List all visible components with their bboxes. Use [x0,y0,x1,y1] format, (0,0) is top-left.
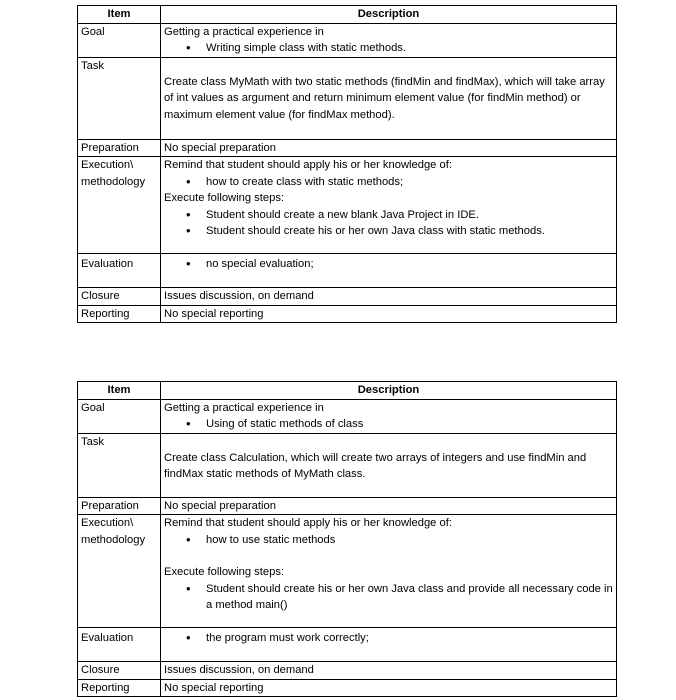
preparation-row [78,497,617,515]
preparation-text: No special preparation [161,139,617,157]
execution-intro: Remind that student should apply his or her knowledge of: [164,159,452,171]
description-header: Description [161,382,617,400]
lab-table-1 [77,5,617,323]
closure-text: Issues discussion, on demand [161,662,617,680]
task-description [161,433,617,497]
task-row [78,57,617,139]
execution-description [161,515,617,628]
goal-description [161,23,617,57]
execution-row [78,515,617,628]
execution-intro: Remind that student should apply his or her knowledge of: [164,517,452,529]
goal-row [78,399,617,433]
task-description [161,57,617,139]
evaluation-description [161,254,617,288]
evaluation-bullet: • no special evaluation; [184,256,613,273]
execution-step: • Student should create his or her own Java class and provide all necessary code in a method main() [184,581,613,614]
evaluation-description [161,628,617,662]
evaluation-bullet: • the program must work correctly; [184,630,613,647]
closure-row [78,288,617,306]
execution-bullet: • how to use static methods [184,532,613,549]
reporting-label: Reporting [78,679,161,697]
execution-step: • Student should create a new blank Java Project in IDE. [184,207,613,224]
item-header: Item [78,382,161,400]
execution-steps-title: Execute following steps: [164,566,285,578]
reporting-text: No special reporting [161,679,617,697]
goal-description [161,399,617,433]
execution-description [161,157,617,254]
reporting-label: Reporting [78,305,161,323]
execution-label-line1: Execution\ [81,159,134,171]
task-text: Create class Calculation, which will create two arrays of integers and use findMin and findMax static methods of MyMath class. [164,451,587,480]
goal-text: Getting a practical experience in [164,25,324,38]
task-label: Task [78,433,161,497]
preparation-text: No special preparation [161,497,617,515]
closure-row [78,662,617,680]
closure-label: Closure [78,288,161,306]
goal-bullet: • Writing simple class with static methods. [184,40,613,57]
execution-label [78,157,161,254]
closure-label: Closure [78,662,161,680]
reporting-row [78,305,617,323]
execution-label-line2: methodology [81,175,146,188]
execution-steps-title: Execute following steps: [164,192,285,204]
execution-label-line1: Execution\ [81,517,134,529]
header-row [78,382,617,400]
reporting-row [78,679,617,697]
execution-label-line2: methodology [81,533,146,546]
execution-row [78,157,617,254]
evaluation-row [78,628,617,662]
preparation-row [78,139,617,157]
task-row [78,433,617,497]
preparation-label: Preparation [78,497,161,515]
goal-row [78,23,617,57]
header-row [78,6,617,24]
evaluation-label: Evaluation [78,628,161,662]
closure-text: Issues discussion, on demand [161,288,617,306]
task-text: Create class MyMath with two static methods (findMin and findMax), which will take array of int values as argument and return minimum element value (for findMin method) or maximum element value (for findMax method). [164,75,605,121]
task-label: Task [78,57,161,139]
execution-bullet: • how to create class with static methods; [184,174,613,191]
goal-label: Goal [78,23,161,57]
lab-table-2 [77,381,617,697]
evaluation-label: Evaluation [78,254,161,288]
execution-label [78,515,161,628]
item-header: Item [78,6,161,24]
description-header: Description [161,6,617,24]
execution-step: • Student should create his or her own Java class with static methods. [184,223,613,240]
goal-bullet: • Using of static methods of class [184,416,613,433]
goal-label: Goal [78,399,161,433]
evaluation-row [78,254,617,288]
preparation-label: Preparation [78,139,161,157]
goal-text: Getting a practical experience in [164,401,324,414]
reporting-text: No special reporting [161,305,617,323]
